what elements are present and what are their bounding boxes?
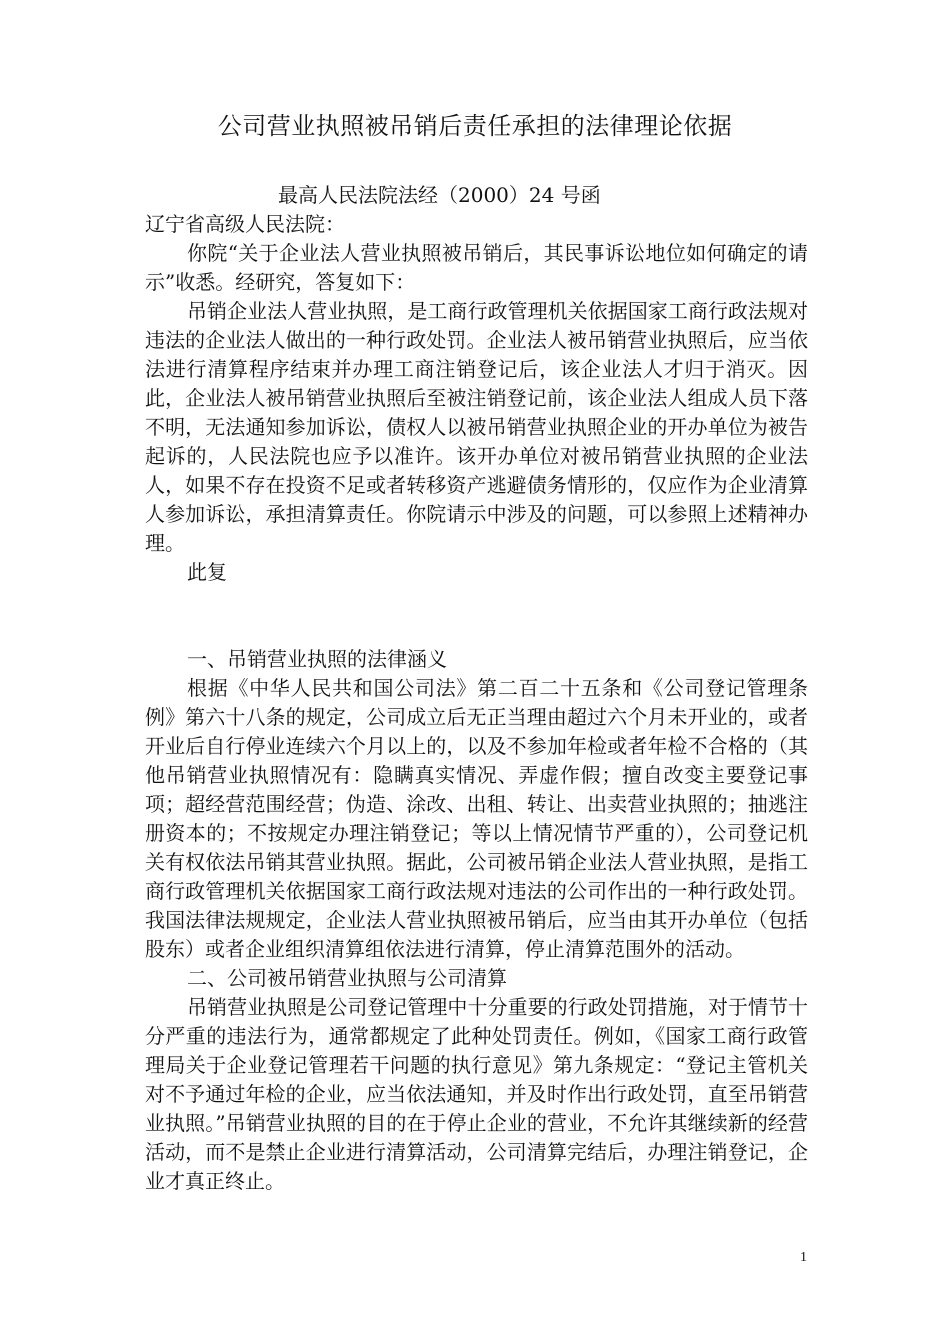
document-title: 公司营业执照被吊销后责任承担的法律理论依据 (217, 112, 733, 140)
recipient-line: 辽宁省高级人民法院： (145, 212, 345, 236)
section-body-2: 吊销营业执照是公司登记管理中十分重要的行政处罚措施，对于情节十分严重的违法行为，通常都规定了此种处罚责任。例如，《国家工商行政管理局关于企业登记管理若干问题的执行意见》第九条规定：“登记主管机关对不予通过年检的企业，应当依法通知，并及时作出行政处罚，直至吊销营业执照。”吊销营业执照的目的在于停止企业的营业，不允许其继续新的经营活动，而不是禁止企业进行清算活动，公司清算完结后，办理注销登记，企业才真正终止。 (145, 995, 808, 1193)
document-body (145, 210, 808, 1196)
paragraph-reply: 吊销企业法人营业执照，是工商行政管理机关依据国家工商行政法规对违法的企业法人做出的一种行政处罚。企业法人被吊销营业执照后，应当依法进行清算程序结束并办理工商注销登记后，该企业法人才归于消灭。因此，企业法人被吊销营业执照后至被注销登记前，该企业法人组成人员下落不明，无法通知参加诉讼，债权人以被吊销营业执照企业的开办单位为被告起诉的，人民法院也应予以准许。该开办单位对被吊销营业执照的企业法人，如果不存在投资不足或者转移资产逃避债务情形的，仅应作为企业清算人参加诉讼，承担清算责任。你院请示中涉及的问题，可以参照上述精神办理。 (145, 299, 808, 555)
section-body-1: 根据《中华人民共和国公司法》第二百二十五条和《公司登记管理条例》第六十八条的规定，公司成立后无正当理由超过六个月未开业的，或者开业后自行停业连续六个月以上的，以及不参加年检或者年检不合格的（其他吊销营业执照情况有：隐瞒真实情况、弄虚作假；擅自改变主要登记事项；超经营范围经营；伪造、涂改、出租、转让、出卖营业执照的；抽逃注册资本的；不按规定办理注销登记；等以上情况情节严重的），公司登记机关有权依法吊销其营业执照。据此，公司被吊销企业法人营业执照，是指工商行政管理机关依据国家工商行政法规对违法的公司作出的一种行政处罚。我国法律法规规定，企业法人营业执照被吊销后，应当由其开办单位（包括股东）或者企业组织清算组依法进行清算，停止清算范围外的活动。 (145, 676, 808, 961)
paragraph-closing: 此复 (187, 560, 227, 584)
section-heading-1: 一、吊销营业执照的法律涵义 (187, 647, 447, 671)
document-number: 最高人民法院法经（2000）24 号函 (278, 183, 601, 207)
section-spacer (145, 587, 808, 645)
section-heading-2: 二、公司被吊销营业执照与公司清算 (187, 966, 507, 990)
page-number: 1 (800, 1250, 807, 1265)
paragraph-request: 你院“关于企业法人营业执照被吊销后，其民事诉讼地位如何确定的请示”收悉。经研究，答复如下： (145, 241, 808, 294)
